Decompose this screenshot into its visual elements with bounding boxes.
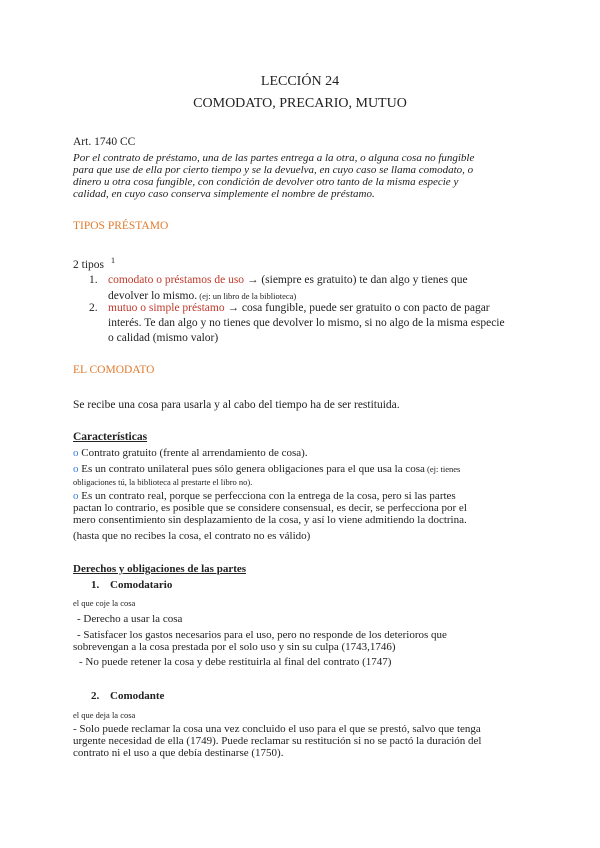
tipos-item-2-line2: interés. Te dan algo y no tienes que devolver lo mismo, si no algo de la misma especie <box>108 317 505 329</box>
rights-obligations-heading: Derechos y obligaciones de las partes <box>73 563 247 575</box>
comodante-subtitle: el que deja la cosa <box>73 710 136 720</box>
tipos-item-1-line2-text: devolver lo mismo. <box>108 290 198 302</box>
comodatario-obligation-1b: sobrevengan a la cosa prestada por el solo uso y sin su culpa (1743,1746) <box>73 641 396 653</box>
tipos-item-1-rest: → (siempre es gratuito) te dan algo y tienes que <box>244 274 468 286</box>
article-reference: Art. 1740 CC <box>73 136 136 148</box>
comodatario-obligation-2: - No puede retener la cosa y debe restituirla al final del contrato (1747) <box>79 656 392 668</box>
characteristic-2-note-2: obligaciones tú, la biblioteca al prestarte el libro no). <box>73 477 253 487</box>
comodatario-obligation-1a: - Satisfacer los gastos necesarios para el uso, pero no responde de los deterioros que <box>77 629 447 641</box>
tipos-item-1-term: comodato o préstamos de uso <box>108 274 245 286</box>
characteristics-heading: Características <box>73 431 148 443</box>
article-text-line-1: Por el contrato de préstamo, una de las partes entrega a la otra, o alguna cosa no fungible <box>73 152 475 164</box>
tipos-item-2-term: mutuo o simple préstamo <box>108 302 225 314</box>
comodante-line-3: contrato ni el uso a que debía destinarse (1750). <box>73 747 284 759</box>
tipos-count-mark: 1 <box>110 255 116 265</box>
comodante-line-1: - Solo puede reclamar la cosa una vez concluido el uso para el que se prestó, salvo que tenga <box>73 723 481 735</box>
tipos-item-1-number: 1. <box>89 274 98 286</box>
bullet-2: o <box>73 463 79 475</box>
characteristic-3-line-1: Es un contrato real, porque se perfecciona con la entrega de la cosa, pero si las partes <box>81 490 456 502</box>
article-text-line-3: dinero u otra cosa fungible, con condición de devolver otro tanto de la misma especie y <box>73 176 459 188</box>
section-heading-tipos: TIPOS PRÉSTAMO <box>73 220 169 232</box>
tipos-item-2-rest: → cosa fungible, puede ser gratuito o con pacto de pagar <box>224 302 490 314</box>
characteristic-3 <box>73 490 456 502</box>
characteristic-3-line-2: pactan lo contrario, es posible que se considere consensual, es decir, se perfecciona por el <box>73 502 467 514</box>
characteristic-2 <box>73 463 460 475</box>
bullet-3: o <box>73 490 79 502</box>
tipos-item-2-number: 2. <box>89 302 98 314</box>
characteristic-1 <box>73 447 308 459</box>
comodatario-title: Comodatario <box>110 579 173 591</box>
characteristic-1-text: Contrato gratuito (frente al arrendamiento de cosa). <box>81 447 308 459</box>
bullet-1: o <box>73 447 79 459</box>
lesson-number: LECCIÓN 24 <box>260 74 340 89</box>
tipos-item-1-line2 <box>108 290 296 302</box>
article-text-line-2: para que use de ella por cierto tiempo y se la devuelva, en cuyo caso se llama comodato, o <box>73 164 474 176</box>
tipos-item-1-note: (ej: un libro de la biblioteca) <box>197 291 297 301</box>
characteristic-3-line-4: (hasta que no recibes la cosa, el contrato no es válido) <box>73 530 311 542</box>
characteristic-2-note-1: (ej: tienes <box>424 464 461 474</box>
tipos-count <box>73 255 115 271</box>
comodatario-subtitle: el que coje la cosa <box>73 598 136 608</box>
tipos-item-2-line3: o calidad (mismo valor) <box>108 332 219 344</box>
comodante-line-2: urgente necesidad de ella (1749). Puede reclamar su restitución si no se pactó la duración del <box>73 735 482 747</box>
tipos-item-2 <box>108 302 490 314</box>
section-heading-comodato: EL COMODATO <box>73 364 155 376</box>
comodante-number: 2. <box>91 690 100 702</box>
article-text-line-4: calidad, en cuyo caso conserva simplemente el nombre de préstamo. <box>73 188 375 200</box>
comodatario-number: 1. <box>91 579 100 591</box>
tipos-count-label: 2 tipos <box>73 258 104 271</box>
tipos-item-1 <box>108 274 468 286</box>
characteristic-3-line-3: mero consentimiento sin desplazamiento de la cosa, y así lo viene admitiendo la doctrina. <box>73 514 467 526</box>
lesson-title: COMODATO, PRECARIO, MUTUO <box>193 96 407 111</box>
comodato-intro: Se recibe una cosa para usarla y al cabo del tiempo ha de ser restituida. <box>73 399 400 411</box>
comodante-title: Comodante <box>110 690 165 702</box>
comodatario-right-1: - Derecho a usar la cosa <box>77 613 183 625</box>
characteristic-2-text: Es un contrato unilateral pues sólo genera obligaciones para el que usa la cosa <box>81 463 425 475</box>
